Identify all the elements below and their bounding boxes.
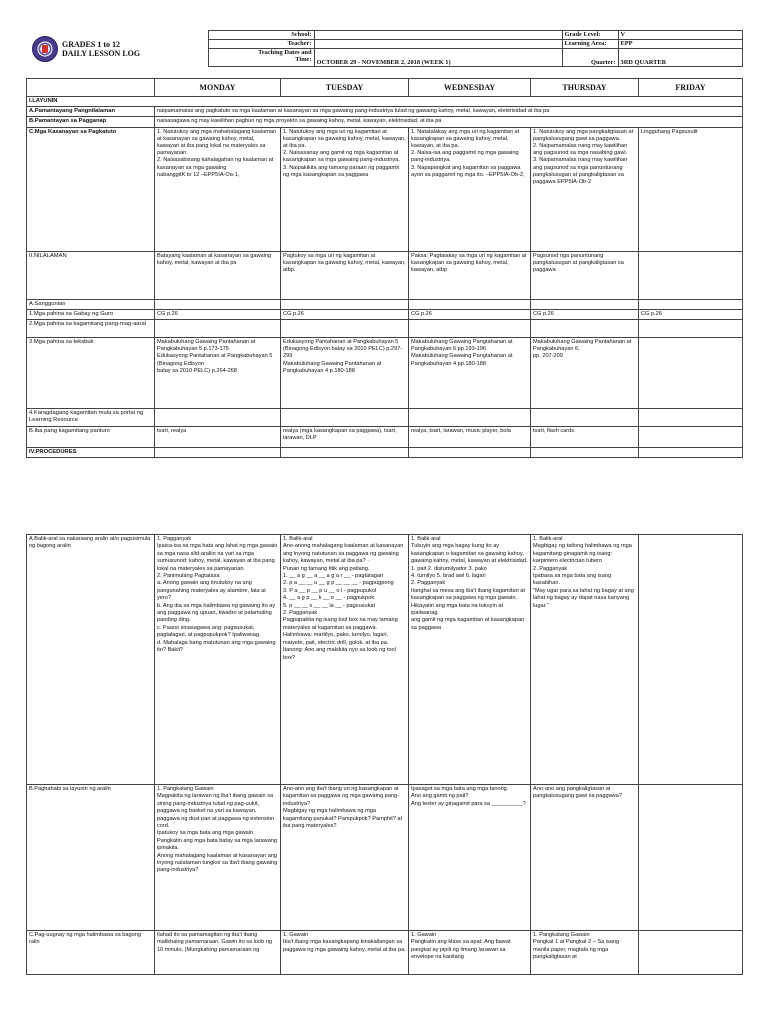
kasanayan-tuesday[interactable]: 1. Natutukoy ang mga uri ng kagamitan at kasangkapan sa gawaing kahoy, metal, kawayan, at iba pa. 2. Naisasanay ang gamit ng mga kagamitan at kasangkapan sa mga gawaing pang-industriya. 3. Naipakikita ang tamang paraan ng paggamit ng mga kasangkapan sa paggawa <box>281 127 409 251</box>
gabay-wednesday[interactable]: CG p.26 <box>409 309 531 319</box>
table-row <box>27 251 743 299</box>
paghahabi-monday[interactable]: 1. Pangkatang Gawain Magpakita ng larawan ng iba't ibang gawain sa sining pang-industriya tulad ng pag-uukit, paggawa ng basket na yari sa kawayan, paggawa ng dust pan at paggawa ng extension cord. Ipatukoy sa mga bata ang mga gawain. Pangkatin ang mga bata batay sa mga larawang ipinakita. Anong mahalagang kaalaman at kasanayan ang inyong nalalaman tungkol sa iba't ibang gawaing pang-industriya? <box>155 785 281 931</box>
pamantayang-value[interactable]: naipamamalas ang pagkatuto sa mga kaalaman at kasanayan sa mga gawaing pang-industriya tulad ng gawaing kahoy, metal, kawayan, elektrisidad at iba pa <box>155 107 743 117</box>
grade-field[interactable]: V <box>618 31 742 40</box>
paghahabi-wednesday[interactable]: Ipasagot sa mga bata ang mga tanong. Ano ang gamit ng pait? Ang tester ay ginagamit para sa __________? <box>409 785 531 931</box>
day-friday: FRIDAY <box>639 79 743 97</box>
table-row <box>27 299 743 309</box>
table-row <box>27 931 743 975</box>
procedures-wednesday <box>409 448 531 458</box>
sanggunian-monday[interactable] <box>155 299 281 309</box>
kagamitan-monday[interactable] <box>155 320 281 338</box>
learning-area-label: Learning Area: <box>562 40 618 49</box>
karagdagang-tuesday[interactable] <box>281 409 409 427</box>
nilalaman-monday[interactable]: Batayang kaalaman at kasanayan sa gawaing kahoy, metal, kawayan at iba pa <box>155 251 281 299</box>
pag-uugnay-thursday[interactable]: 1. Pangkatang Gawain Pangkat 1 at Pangkat 2 – Sa isang manila paper, magtala ng mga pangkaligtasan at <box>531 931 639 975</box>
lesson-table-part1 <box>26 78 742 458</box>
gabay-monday[interactable]: CG p.26 <box>155 309 281 319</box>
pamantayang-label: A.Pamantayang Pangnilalaman <box>27 107 155 117</box>
kagamitan-friday[interactable] <box>639 320 743 338</box>
paghahabi-label: B.Paghahabi sa layunin ng aralin <box>27 785 155 931</box>
logo-cell <box>26 31 208 67</box>
teksbuk-friday[interactable] <box>639 338 743 409</box>
teksbuk-tuesday[interactable]: Edukasyong Pantahanan at Pangkabuhayan 5 (Binagong Edisyon batay sa 2010 PELC) p.297-299 Makabuluhang Gawaing Pantahanan at Pangkabuhayan 4 p.180-188 <box>281 338 409 409</box>
sanggunian-wednesday[interactable] <box>409 299 531 309</box>
kasanayan-monday[interactable]: 1. Natutukoy ang mga mahahalagang kaalaman at kasanayan sa gawaing kahoy, metal, kawayan at iba pang lokal na materyales sa pamayanan. 2. Naisasabisang kahalagahan ng kaalaman at kasanayan sa mga gawaing nabanggitK to 12 –EPP5IA-Oa-1, <box>155 127 281 251</box>
table-row <box>27 320 743 338</box>
day-monday: MONDAY <box>155 79 281 97</box>
day-header-empty <box>27 79 155 97</box>
procedures-monday <box>155 448 281 458</box>
table-row <box>27 127 743 251</box>
gabay-friday[interactable]: CG p.26 <box>639 309 743 319</box>
sanggunian-label: A.Sanggunian <box>27 299 155 309</box>
nilalaman-friday[interactable] <box>639 251 743 299</box>
day-wednesday: WEDNESDAY <box>409 79 531 97</box>
table-row <box>27 309 743 319</box>
karagdagang-thursday[interactable] <box>531 409 639 427</box>
kagamitan-wednesday[interactable] <box>409 320 531 338</box>
ibapang-thursday[interactable]: tsart, flash cards <box>531 427 639 448</box>
balik-aral-tuesday[interactable]: 1. Balik-aral Ano-anong mahalagang kaalaman at kasanayan ang inyong natutunan sa paggawa ng gawaing kahoy, kawayan, metal at iba pa? · Punan ng tamang titik ang patlang. 1. __ a g __ a __ a g a r __ - pagtatagari 2. p a __ __ u __ g p __ __ __ - pagpugpong 3. P a __ p __ p u __ o l - pagpupukol 4. __ a g p __ k __ o __ - pagpukpok 5. p __ __ s __ __ la __ - pagsusukat 2. Pagganyak Pagpapakita ng isang tool box na may lamang materyales at kagamitan sa paggawa. Halimbawa: martilyo, pako, turnilyo, lagari, maiyete, pait, electric drill, gulok, at iba pa. Itanong: Ano ang makikita nyo sa loob ng tool box? <box>281 535 409 785</box>
header-section <box>26 30 742 67</box>
nilalaman-thursday[interactable]: Pagsunod nga panuntunang pangkalusugan at pangkaligtasan sa paggawa <box>531 251 639 299</box>
sanggunian-thursday[interactable] <box>531 299 639 309</box>
teksbuk-wednesday[interactable]: Makabuluhang Gawaing Pangtahanan at Pangkabuhayan 6 pp.193-196 Makabuluhang Gawaing Pangtahanan at Pangkabuhayan 4 pp.180-188 <box>409 338 531 409</box>
gabay-label: 1.Mga pahina sa Gabay ng Guro <box>27 309 155 319</box>
day-thursday: THURSDAY <box>531 79 639 97</box>
grade-label: Grade Level: <box>562 31 618 40</box>
paghahabi-tuesday[interactable]: Ano-ano ang iba't ibang uri ng kasangkapan at kagamitan sa paggawa ng mga gawaing pang-industriya? Magbigay ng mga halimbawa ng mga kagamitang panukat? Pampukpok? Pamphit? at iba pang materyales? <box>281 785 409 931</box>
log-title <box>62 40 140 58</box>
procedures-tuesday <box>281 448 409 458</box>
karagdagang-monday[interactable] <box>155 409 281 427</box>
karagdagang-friday[interactable] <box>639 409 743 427</box>
pag-uugnay-tuesday[interactable]: 1. Gawain Iba't ibang mga kasangkapang kinakailangan sa paggawa ng mga gawaing kahoy, metal at iba pa. <box>281 931 409 975</box>
ibapang-friday[interactable] <box>639 427 743 448</box>
kasanayan-wednesday[interactable]: 1. Natatalakay ang mga uri ng kagamitan at kasangkapan sa gawaing kahoy, metal, kawayan, at iba pa. 2. Naisa-isa ang paggamit ng mga gawaing pang-industriya. 3. Napapangkat ang kagamitan sa paggawa ayon sa paggamit ng mga ito. –EPP5IA-Ob-2, <box>409 127 531 251</box>
karagdagang-wednesday[interactable] <box>409 409 531 427</box>
procedures-thursday <box>531 448 639 458</box>
table-row <box>27 535 743 785</box>
table-row <box>27 107 743 117</box>
kagamitan-thursday[interactable] <box>531 320 639 338</box>
table-row <box>27 409 743 427</box>
learning-area-field[interactable]: EPP <box>618 40 742 49</box>
day-header-row <box>27 79 743 97</box>
procedures-friday <box>639 448 743 458</box>
ibapang-monday[interactable]: tsart, realya <box>155 427 281 448</box>
dates-label-line2: Time: <box>295 56 312 63</box>
gabay-tuesday[interactable]: CG p.26 <box>281 309 409 319</box>
teksbuk-monday[interactable]: Makabuluhang Gawaing Pantahanan at Pangkabuhayan 5 p.173-175 Edukasyong Pantahanan at Pangkabuhayan 5 (Binagong Edisyon batay sa 2010 PELC) p.264-268 <box>155 338 281 409</box>
pag-uugnay-wednesday[interactable]: 1. Gawain Pangkatin ang klase sa apat. Ang bawat pangkat ay pipili ng limang larawan sa envelope na kanilang <box>409 931 531 975</box>
dates-label <box>208 49 314 67</box>
sanggunian-tuesday[interactable] <box>281 299 409 309</box>
layunin-heading: I.LAYUNIN <box>27 97 743 107</box>
quarter-field[interactable]: 3RD QUARTER <box>618 49 742 67</box>
pag-uugnay-monday[interactable]: Ilahad ito sa pamamagitan ng iba't ibang malikhaing pamamaraan. Gawin ito sa loob ng 10 minuto. (Mungkahing pamamaraan ng <box>155 931 281 975</box>
procedures-heading: IV.PROCEDURES <box>27 448 155 458</box>
pag-uugnay-friday[interactable] <box>639 931 743 975</box>
teksbuk-label: 3.Mga pahina sa teksbuk <box>27 338 155 409</box>
kasanayan-friday[interactable]: Lingguhang Pagsusulit <box>639 127 743 251</box>
teacher-field[interactable] <box>314 40 562 49</box>
log-title-line2: DAILY LESSON LOG <box>62 48 141 58</box>
header-table <box>26 30 743 67</box>
school-label: School: <box>208 31 314 40</box>
log-title-line1: GRADES 1 to 12 <box>62 39 121 49</box>
kasanayan-label: C.Mga Kasanayan sa Pagkatuto <box>27 127 155 251</box>
balik-aral-label: A.Balik-aral sa nakaraang aralin at/o pagsisimula ng bagong aralin <box>27 535 155 785</box>
pag-uugnay-label: C.Pag-uugnay ng mga halimbawa sa bagong ralin <box>27 931 155 975</box>
pagganap-label: B.Pamantayan sa Pagganap <box>27 117 155 127</box>
dates-field[interactable]: OCTOBER 29 - NOVEMBER 2, 2018 (WEEK 1) <box>314 49 562 67</box>
lesson-table-2 <box>26 534 743 975</box>
ibapang-tuesday[interactable]: realya (mga kasangkapan sa paggawa), tsart, larawan, DLP <box>281 427 409 448</box>
balik-aral-friday[interactable] <box>639 535 743 785</box>
lesson-table-1 <box>26 78 743 458</box>
pagganap-value[interactable]: naisasagawa ng may kawilihan pagbuo ng mga proyekto sa gawaing kahoy, metal, kawayan, elektrisidad, at iba pa <box>155 117 743 127</box>
gabay-thursday[interactable]: CG p.26 <box>531 309 639 319</box>
paghahabi-thursday[interactable]: Ano-ano ang pangkaligtasan at pangkalusugang gawi sa paggawa? <box>531 785 639 931</box>
table-row <box>27 117 743 127</box>
dates-label-line1: Teaching Dates and <box>258 49 312 56</box>
table-row <box>27 427 743 448</box>
table-row <box>27 97 743 107</box>
school-field[interactable] <box>314 31 562 40</box>
balik-aral-thursday[interactable]: 1. Balik-aral Magbigay ng tatlong halimbawa ng mga kagamitang ginagamit ng isang: karpintero electrician tubero 2. Pagganyak Ipabasa sa mga bata ang isang kasabihan. "May ugar para sa lahat ng bagay at ang lahat ng bagay ay dapat nasa kanyang lugar." <box>531 535 639 785</box>
nilalaman-wednesday[interactable]: Paksa: Pagtalakay sa mga uri ng kagamitan at kasangkapan sa gawaing kahoy, metal, kawayan, atbp <box>409 251 531 299</box>
kasanayan-thursday[interactable]: 1. Natutukoy ang mga pangkaligtasan at pangkalusugang gawi sa paggawa. 2. Naipamamalas nang may kawilihan ang pagsunod sa mga nasabing gawi. 3. Naipamamalas nang may kawilihan ang pagsunod sa mga panuntunang pangkalusugan at pangkaligtasan sa paggawa EPP5IA-Ob-2 <box>531 127 639 251</box>
balik-aral-wednesday[interactable]: 1. Balik-aral Tukuyin ang mga bagay kung ito ay kasangkapan o kagamitan sa gawaing kahoy, gawaing kahoy, metal, kawayan at elektrisidad. 1. pait 2. distumilyador 3. pako 4. turnilyo 5. brad awl 6. lagari 2. Pagganyak Itanghal sa mesa ang iba't ibang kagamitan at kasangkapan sa paggawa ng mga gawain. Hikayatin ang mga bata na tukuyin at ipaliwanag ang gamit ng mga kagamitan at kasangkapan sa paggawa <box>409 535 531 785</box>
kagamitan-tuesday[interactable] <box>281 320 409 338</box>
ibapang-label: B.Iba pang kagamitang panturo <box>27 427 155 448</box>
balik-aral-monday[interactable]: 1. Pagganyak Ipaisa-isa sa mga bata ang lahat ng mga gawain sa mga nasa slid-araliin na yari sa mga sumusunod: kahoy, metal, kawayan at iba pang lokal na materyales sa pamayanan. 2. Panimulang Pagtatasa a. Anong gawain ang tinutukoy na ang pangunahing materyales ay alambre, lata at yero? b. Ang iba sa mga halimbawa ng gawaing ito ay ang paggawa ng upuan, kwadro at palamuting panding ding. c. Paano sinasagawa ang: pagsusukat, pagtalagari, at pagpupukpok? Ipaliwanag. d. Mahalaga bang matutunan ang mga gawaing ito? Bakit? <box>155 535 281 785</box>
quarter-label: Quarter: <box>562 49 618 67</box>
teksbuk-thursday[interactable]: Makabuluhang Gawaing Pantahanan at Pangkabuhayan 6, pp. 207-209 <box>531 338 639 409</box>
table-row <box>27 785 743 931</box>
paghahabi-friday[interactable] <box>639 785 743 931</box>
deped-seal-icon <box>32 36 58 62</box>
karagdagang-label: 4.Karagdagang kagamitan mula sa portal ng Learning Resource <box>27 409 155 427</box>
kagamitan-label: 2.Mga pahina sa kagamitang pang-mag-aaral <box>27 320 155 338</box>
table-row <box>27 448 743 458</box>
day-tuesday: TUESDAY <box>281 79 409 97</box>
lesson-table-part2 <box>26 534 742 975</box>
ibapang-wednesday[interactable]: realya, tsart, larawan, music player, bola <box>409 427 531 448</box>
sanggunian-friday[interactable] <box>639 299 743 309</box>
teacher-label: Teacher: <box>208 40 314 49</box>
table-row <box>27 338 743 409</box>
nilalaman-label: II.NILALAMAN <box>27 251 155 299</box>
nilalaman-tuesday[interactable]: Pagtukoy sa mga uri ng kagamitan at kasangkapan sa gawaing kahoy, metal, kawayan, atbp. <box>281 251 409 299</box>
